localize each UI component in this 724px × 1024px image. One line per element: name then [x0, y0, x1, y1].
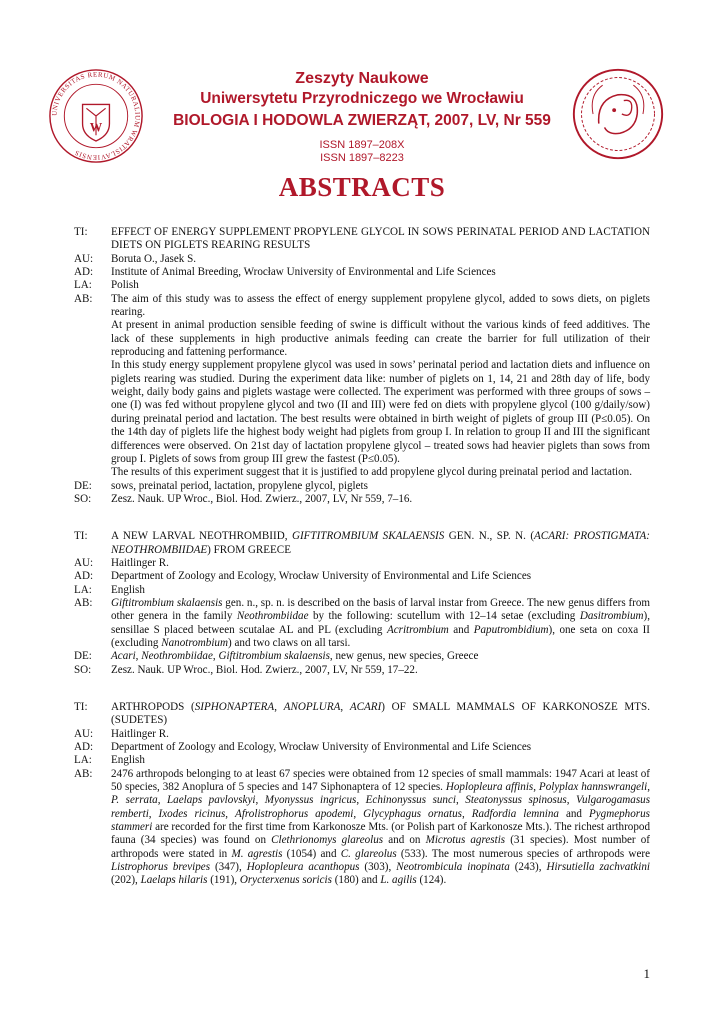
species-name: Myonyssus ingricus	[264, 794, 357, 807]
field-tag: AB:	[74, 596, 93, 609]
text-segment: ,	[533, 781, 539, 794]
abstract-authors: Haitlinger R.	[111, 727, 169, 740]
abstract-entry	[74, 701, 650, 888]
abstract-authors: Haitlinger R.	[111, 556, 169, 569]
abstract-address: Department of Zoology and Ecology, Wrocław University of Environmental and Life Sciences	[111, 741, 532, 754]
text-segment: 2476 arthropods belonging to at least 67 species were obtained from 12 species of small mammals: 1947 Acari at least of 50 species, 382 Anoplura of 5 species and 147 Siphonaptera of 12 species.	[111, 767, 650, 794]
species-name: Afrolistrophorus apodemi	[235, 807, 354, 820]
text-segment: (303),	[359, 861, 397, 874]
species-name: Pygmephorus stammeri	[111, 807, 650, 834]
svg-text:W: W	[89, 120, 103, 135]
abstract-language: English	[111, 754, 145, 767]
svg-text:UNIVERSITAS RERUM NATURALIUM W: UNIVERSITAS RERUM NATURALIUM WRATISLAVIENSIS	[51, 71, 141, 161]
university-seal-icon	[48, 68, 144, 164]
species-name: Vulgarogamasus remberti	[111, 794, 651, 820]
series-info: BIOLOGIA I HODOWLA ZWIERZĄT, 2007, LV, Nr 559	[173, 112, 551, 129]
field-tag: AB:	[74, 292, 93, 305]
field-tag: TI:	[74, 530, 88, 543]
abstract-descriptors: sows, preinatal period, lactation, propylene glycol, piglets	[111, 479, 368, 492]
abstract-paragraph: The results of this experiment suggest that it is justified to add propylene glycol during preinatal period and lactation.	[111, 466, 632, 479]
text-segment: and	[558, 807, 589, 820]
species-name: Hoplopleura affinis	[445, 781, 534, 794]
abstract-body: Giftitrombium skalaensis gen. n., sp. n. is described on the basis of larval instar from Greece. The new genus differs from other genera in the family Neothrombiidae by the following: scutellum with 12–14 setae (excluding Dasitrombium), sensillae S placed between scutalae AL and PL (excluding Acritrombium and Paputrombidium), one seta on coxa II (excluding Nanotrombium) and two claws on all tarsi.	[111, 596, 651, 649]
issn-online: ISSN 1897–8223	[320, 152, 404, 164]
text-segment: (533). The most numerous species of arthropods were	[396, 847, 650, 860]
text-segment: ,	[566, 794, 577, 807]
abstract-descriptors: Acari, Neothrombiidae, Giftitrombium skalaensis, new genus, new species, Greece	[111, 650, 479, 663]
species-name: Microtus agrestis	[425, 834, 506, 847]
species-name: Hirsutiella zachvatkini	[546, 861, 650, 874]
species-name: M. agrestis	[231, 847, 283, 860]
page-title: ABSTRACTS	[278, 172, 446, 202]
species-name: Laelaps hilaris	[140, 874, 208, 887]
species-name: Glycyphagus ornatus	[363, 807, 462, 820]
abstract-authors: Boruta O., Jasek S.	[111, 252, 197, 265]
species-name: Listrophorus brevipes	[111, 861, 211, 874]
species-name: Ixodes ricinus	[158, 807, 226, 820]
abstract-paragraph: In this study energy supplement propylene glycol was used in sows’ perinatal period and lactation diets and influence on piglets rearing was studied. During the experiment data like: number of piglets on 1, 14, 21 and 28th day of life, body weight, daily body gains and piglets wastage were collected. The experiment was performed with three groups of sows – one (I) was fed without propylene glycol and two (II and III) were fed on diets with propylene glycol (100 g/daily/sow) during preinatal period and lactation. The best results were obtained in birth weight of piglets of group III (P≤0.05). On the 14th day of piglets life the highest body weight had piglets from group I. In relation to group II and III the significant differences were observed. On 21st day of lactation propylene glycol – treated sows had heavier piglets than sows from group I. Piglets of sows from group III grew the fastest (P≤0.05).	[111, 359, 650, 465]
text-segment: ,	[255, 794, 265, 807]
abstract-language: Polish	[111, 279, 139, 292]
field-tag: TI:	[74, 701, 88, 713]
text-segment: ,	[356, 794, 366, 807]
species-name: Orycterxenus soricis	[239, 874, 332, 887]
abstract-address: Institute of Animal Breeding, Wrocław University of Environmental and Life Sciences	[111, 266, 496, 279]
species-name: Clethrionomys glareolus	[271, 834, 384, 847]
text-segment: are recorded for the first time from Karkonosze Mts. (or Polish part of Karkonosze Mts.). The richest arthropod fauna (34 species) was found on	[111, 821, 650, 847]
text-segment: (124).	[416, 874, 447, 887]
field-tag: AU:	[74, 252, 94, 265]
field-tag: LA:	[74, 754, 92, 767]
text-segment: ,	[647, 781, 650, 794]
field-tag: DE:	[74, 479, 92, 492]
field-tag: LA:	[74, 583, 92, 596]
abstract-source: Zesz. Nauk. UP Wroc., Biol. Hod. Zwierz., 2007, LV, Nr 559, 7–16.	[111, 492, 413, 505]
field-tag: AD:	[74, 266, 94, 279]
field-tag: SO:	[74, 492, 92, 505]
abstract-title: A NEW LARVAL NEOTHROMBIID, GIFTITROMBIUM SKALAENSIS GEN. N., SP. N. (ACARI: PROSTIGMATA: NEOTHROMBIIDAE) FROM GREECE	[111, 530, 650, 556]
field-tag: AU:	[74, 727, 94, 740]
text-segment: ,	[148, 807, 159, 820]
species-name: Echinonyssus sunci	[365, 794, 456, 807]
abstract-body	[111, 768, 650, 888]
university-name: Uniwersytetu Przyrodniczego we Wrocławiu	[200, 90, 524, 107]
text-segment: (180) and	[331, 874, 381, 887]
species-name: L. agilis	[380, 874, 417, 887]
text-segment: (202),	[111, 874, 141, 887]
species-name: Steatonyssus spinosus	[465, 794, 567, 807]
text-segment: (191),	[207, 874, 240, 887]
species-name: Laelaps pavlovskyi	[167, 794, 256, 807]
text-segment: (347),	[210, 861, 247, 874]
abstract-language: English	[111, 583, 145, 596]
text-segment: (243),	[509, 861, 547, 874]
text-segment: (1054) and	[282, 847, 341, 860]
species-name: Hoplopleura acanthopus	[246, 861, 360, 874]
issn-print: ISSN 1897–208X	[319, 139, 405, 151]
species-name: P. serrata	[111, 794, 158, 807]
page-number: 1	[643, 966, 650, 981]
journal-title: Zeszyty Naukowe	[295, 70, 429, 87]
abstract-body	[111, 293, 650, 480]
abstract-title: EFFECT OF ENERGY SUPPLEMENT PROPYLENE GLYCOL IN SOWS PERINATAL PERIOD AND LACTATION DIETS ON PIGLETS REARING RESULTS	[111, 226, 650, 252]
field-tag: SO:	[74, 663, 92, 676]
text-segment: ,	[157, 794, 167, 807]
abstract-entry	[74, 226, 650, 506]
species-name: Neotrombicula inopinata	[396, 861, 510, 874]
text-segment: ,	[456, 794, 466, 807]
field-tag: AU:	[74, 556, 94, 569]
field-tag: AD:	[74, 741, 94, 754]
text-segment: (31 species). Most number of arthropods were stated in	[111, 834, 650, 860]
text-segment: and on	[383, 834, 426, 847]
text-segment: ,	[353, 807, 364, 820]
text-segment: ,	[461, 807, 472, 820]
text-segment: ,	[225, 807, 236, 820]
abstract-address: Department of Zoology and Ecology, Wrocław University of Environmental and Life Sciences	[111, 570, 532, 583]
field-tag: LA:	[74, 279, 92, 292]
ram-emblem-icon	[570, 66, 666, 162]
abstract-title: ARTHROPODS (SIPHONAPTERA, ANOPLURA, ACARI) OF SMALL MAMMALS OF KARKONOSZE MTS. (SUDETES)	[111, 701, 651, 727]
abstract-paragraph: The aim of this study was to assess the effect of energy supplement propylene glycol, added to sows diets, on piglets rearing.	[111, 292, 650, 319]
abstract-source: Zesz. Nauk. UP Wroc., Biol. Hod. Zwierz., 2007, LV, Nr 559, 17–22.	[111, 663, 418, 676]
abstract-paragraph: At present in animal production sensible feeding of swine is difficult without the various kinds of feed additives. The lack of these supplements in high productive animals feeding can create the barrier for full utilization of their reproducing and fattening performance.	[111, 319, 650, 359]
species-name: Radfordia lemnina	[471, 807, 559, 820]
abstracts-list	[74, 226, 650, 888]
field-tag: AB:	[74, 767, 93, 780]
species-name: C. glareolus	[340, 847, 397, 860]
abstract-entry	[74, 530, 650, 677]
field-tag: TI:	[74, 226, 88, 238]
field-tag: DE:	[74, 650, 92, 663]
field-tag: AD:	[74, 570, 94, 583]
species-name: Polyplax hannswrangeli	[538, 781, 648, 794]
